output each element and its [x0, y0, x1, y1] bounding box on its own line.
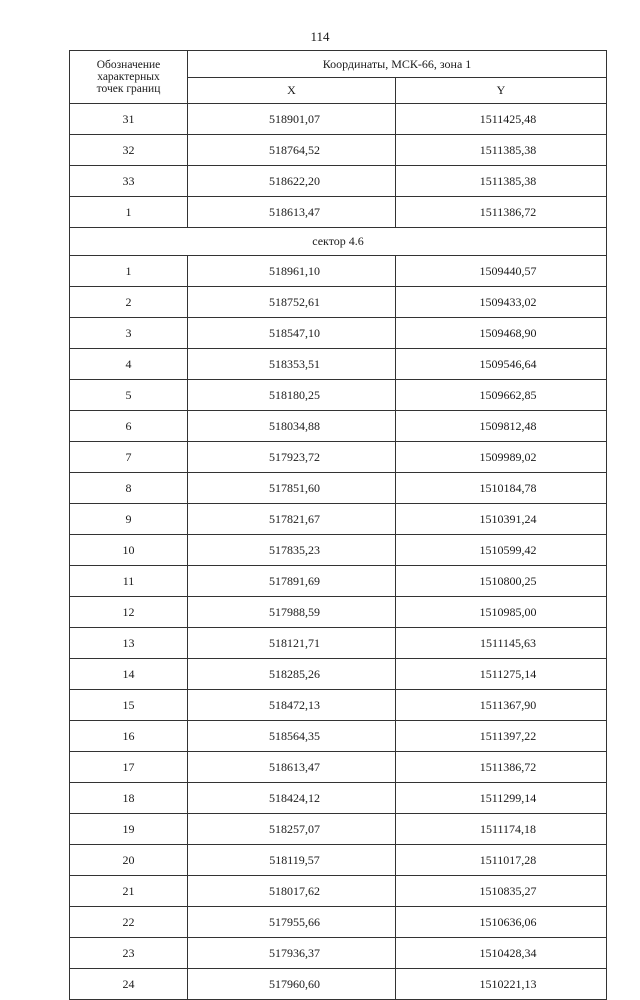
point-cell: 1 [70, 197, 188, 228]
table-row [70, 442, 607, 473]
x-coordinate-cell: 518901,07 [188, 104, 396, 135]
x-coordinate-cell: 517851,60 [188, 473, 396, 504]
y-column-header: Y [396, 78, 607, 104]
table-row [70, 380, 607, 411]
table-row [70, 473, 607, 504]
point-cell: 23 [70, 938, 188, 969]
x-coordinate-cell: 518752,61 [188, 287, 396, 318]
point-header-line: характерных [97, 71, 160, 83]
y-coordinate-cell: 1511275,14 [396, 659, 607, 690]
x-coordinate-cell: 518472,13 [188, 690, 396, 721]
point-cell: 31 [70, 104, 188, 135]
x-coordinate-cell: 518034,88 [188, 411, 396, 442]
table-row [70, 907, 607, 938]
y-coordinate-cell: 1509662,85 [396, 380, 607, 411]
table-row [70, 197, 607, 228]
y-coordinate-cell: 1510599,42 [396, 535, 607, 566]
table-row [70, 628, 607, 659]
point-cell: 18 [70, 783, 188, 814]
x-coordinate-cell: 518119,57 [188, 845, 396, 876]
point-cell: 5 [70, 380, 188, 411]
point-header-line: Обозначение [96, 59, 161, 71]
point-cell: 32 [70, 135, 188, 166]
y-coordinate-cell: 1509989,02 [396, 442, 607, 473]
header-row [70, 51, 607, 78]
x-column-header: X [188, 78, 396, 104]
y-coordinate-cell: 1509812,48 [396, 411, 607, 442]
x-coordinate-cell: 518121,71 [188, 628, 396, 659]
y-coordinate-cell: 1509546,64 [396, 349, 607, 380]
x-coordinate-cell: 517835,23 [188, 535, 396, 566]
y-coordinate-cell: 1510985,00 [396, 597, 607, 628]
table-row [70, 104, 607, 135]
table-row [70, 783, 607, 814]
table-row [70, 318, 607, 349]
point-cell: 33 [70, 166, 188, 197]
point-cell: 10 [70, 535, 188, 566]
table-row [70, 690, 607, 721]
page-number: 114 [310, 29, 330, 44]
x-coordinate-cell: 517891,69 [188, 566, 396, 597]
point-cell: 24 [70, 969, 188, 1000]
x-coordinate-cell: 518424,12 [188, 783, 396, 814]
x-coordinate-cell: 518547,10 [188, 318, 396, 349]
y-coordinate-cell: 1509468,90 [396, 318, 607, 349]
point-cell: 17 [70, 752, 188, 783]
table-row [70, 597, 607, 628]
table-row [70, 256, 607, 287]
table-row [70, 504, 607, 535]
y-coordinate-cell: 1511397,22 [396, 721, 607, 752]
y-coordinate-cell: 1511299,14 [396, 783, 607, 814]
point-cell: 22 [70, 907, 188, 938]
point-cell: 6 [70, 411, 188, 442]
x-coordinate-cell: 517923,72 [188, 442, 396, 473]
point-cell: 7 [70, 442, 188, 473]
x-coordinate-cell: 517936,37 [188, 938, 396, 969]
x-coordinate-cell: 518285,26 [188, 659, 396, 690]
x-coordinate-cell: 517821,67 [188, 504, 396, 535]
point-cell: 1 [70, 256, 188, 287]
point-cell: 3 [70, 318, 188, 349]
point-cell: 20 [70, 845, 188, 876]
x-coordinate-cell: 518564,35 [188, 721, 396, 752]
table-body-section [70, 256, 607, 1000]
y-coordinate-cell: 1511017,28 [396, 845, 607, 876]
point-cell: 19 [70, 814, 188, 845]
y-coordinate-cell: 1511174,18 [396, 814, 607, 845]
point-cell: 8 [70, 473, 188, 504]
y-coordinate-cell: 1510391,24 [396, 504, 607, 535]
x-coordinate-cell: 517955,66 [188, 907, 396, 938]
table-header [70, 51, 607, 104]
y-coordinate-cell: 1510184,78 [396, 473, 607, 504]
y-coordinate-cell: 1511385,38 [396, 135, 607, 166]
table-row [70, 969, 607, 1000]
point-designation-header [70, 51, 188, 104]
table-row [70, 411, 607, 442]
x-coordinate-cell: 517988,59 [188, 597, 396, 628]
y-coordinate-cell: 1510800,25 [396, 566, 607, 597]
table-body-top [70, 104, 607, 228]
y-coordinate-cell: 1511145,63 [396, 628, 607, 659]
section-row [70, 228, 607, 256]
point-header-line: точек границ [96, 83, 161, 95]
x-coordinate-cell: 518017,62 [188, 876, 396, 907]
y-coordinate-cell: 1509440,57 [396, 256, 607, 287]
table-row [70, 938, 607, 969]
y-coordinate-cell: 1510835,27 [396, 876, 607, 907]
y-coordinate-cell: 1510636,06 [396, 907, 607, 938]
point-cell: 13 [70, 628, 188, 659]
point-cell: 15 [70, 690, 188, 721]
table-row [70, 535, 607, 566]
x-coordinate-cell: 518257,07 [188, 814, 396, 845]
point-cell: 21 [70, 876, 188, 907]
x-coordinate-cell: 518353,51 [188, 349, 396, 380]
table-row [70, 349, 607, 380]
y-coordinate-cell: 1511425,48 [396, 104, 607, 135]
x-coordinate-cell: 518180,25 [188, 380, 396, 411]
y-coordinate-cell: 1511367,90 [396, 690, 607, 721]
table-row [70, 721, 607, 752]
point-cell: 14 [70, 659, 188, 690]
point-cell: 11 [70, 566, 188, 597]
coordinates-table [69, 50, 607, 1000]
y-coordinate-cell: 1511386,72 [396, 197, 607, 228]
table-row [70, 845, 607, 876]
x-coordinate-cell: 518613,47 [188, 752, 396, 783]
section-body [70, 228, 607, 256]
x-coordinate-cell: 518961,10 [188, 256, 396, 287]
coordinates-system-header: Координаты, МСК-66, зона 1 [188, 51, 607, 78]
table-row [70, 166, 607, 197]
x-coordinate-cell: 518764,52 [188, 135, 396, 166]
y-coordinate-cell: 1509433,02 [396, 287, 607, 318]
point-cell: 12 [70, 597, 188, 628]
y-coordinate-cell: 1511385,38 [396, 166, 607, 197]
table-row [70, 135, 607, 166]
table-row [70, 876, 607, 907]
x-coordinate-cell: 518613,47 [188, 197, 396, 228]
point-cell: 4 [70, 349, 188, 380]
x-coordinate-cell: 518622,20 [188, 166, 396, 197]
y-coordinate-cell: 1510428,34 [396, 938, 607, 969]
point-cell: 2 [70, 287, 188, 318]
table-row [70, 752, 607, 783]
x-coordinate-cell: 517960,60 [188, 969, 396, 1000]
table-row [70, 814, 607, 845]
table-row [70, 287, 607, 318]
point-cell: 9 [70, 504, 188, 535]
point-cell: 16 [70, 721, 188, 752]
y-coordinate-cell: 1510221,13 [396, 969, 607, 1000]
section-label: сектор 4.6 [70, 228, 607, 256]
table-row [70, 659, 607, 690]
y-coordinate-cell: 1511386,72 [396, 752, 607, 783]
table-row [70, 566, 607, 597]
